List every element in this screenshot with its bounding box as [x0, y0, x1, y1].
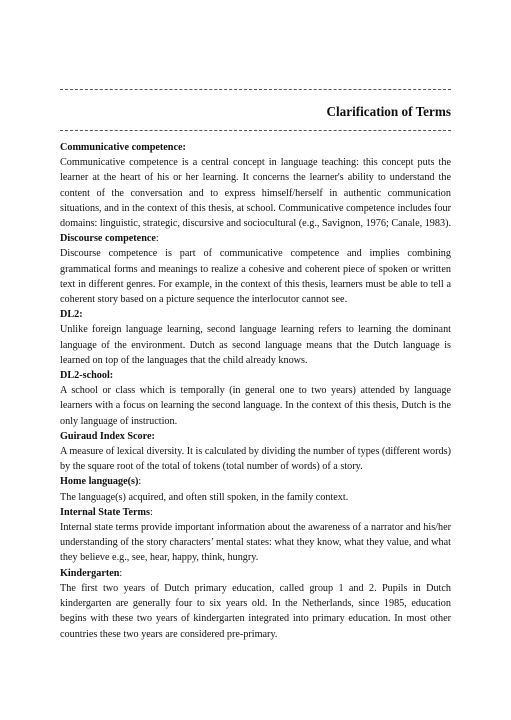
term-guiraud-index-score: Guiraud Index Score: — [60, 430, 155, 442]
term-home-languages: Home language(s): — [60, 476, 142, 488]
bottom-dashed-rule — [60, 130, 451, 131]
section-heading: Clarification of Terms — [326, 104, 451, 119]
definition-internal-state-terms: Internal state terms provide important information about the awareness of a narrator and his/her understanding of the story characters’ mental states: what they know, what they value, and what they believe e.g., see, hear, happy, think, hungry. — [60, 522, 451, 564]
definition-discourse-competence: Discourse competence is part of communicative competence and implies combining grammatical forms and meanings to realize a cohesive and coherent piece of spoken or written text in different genres. For example, in the context of this thesis, learners must be able to tell a coherent story based on a picture sequence the interlocutor cannot see. — [60, 248, 451, 306]
definition-dl2: Unlike foreign language learning, second language learning refers to learning the dominant language of the environment. Dutch as second language means that the Dutch language is learned on top of the languages that the child already knows. — [60, 324, 451, 366]
term-dl2-school: DL2-school: — [60, 370, 114, 382]
term-discourse-competence: Discourse competence: — [60, 233, 159, 245]
definition-guiraud-index-score: A measure of lexical diversity. It is calculated by dividing the number of types (different words) by the square root of the total of tokens (total number of words) of a story. — [60, 446, 451, 473]
terms-list — [60, 140, 451, 642]
definition-communicative-competence: Communicative competence is a central concept in language teaching: this concept puts the learner at the heart of his or her learning. It concerns the learner's ability to understand the content of the conversation and to express himself/herself in authentic communication situations, and in the context of this thesis, at school. Communicative competence includes four domains: linguistic, strategic, discursive and sociocultural (e.g., Savignon, 1976; Canale, 1983). — [60, 157, 452, 230]
definition-kindergarten: The first two years of Dutch primary education, called group 1 and 2. Pupils in Dutch kindergarten are generally four to six years old. In the Netherlands, since 1985, education begins with these two years of kindergarten integrated into primary education. In most other countries these two years are considered pre-primary. — [60, 582, 451, 640]
term-kindergarten: Kindergarten: — [60, 567, 123, 579]
top-dashed-rule — [60, 89, 451, 90]
term-communicative-competence: Communicative competence: — [60, 142, 186, 153]
term-dl2: DL2: — [60, 309, 83, 321]
definition-dl2-school: A school or class which is temporally (in general one to two years) attended by language learners with a focus on learning the second language. In the context of this thesis, Dutch is the only language of instruction. — [60, 385, 451, 427]
definition-home-languages: The language(s) acquired, and often still spoken, in the family context. — [60, 491, 349, 503]
term-internal-state-terms: Internal State Terms: — [60, 506, 153, 518]
